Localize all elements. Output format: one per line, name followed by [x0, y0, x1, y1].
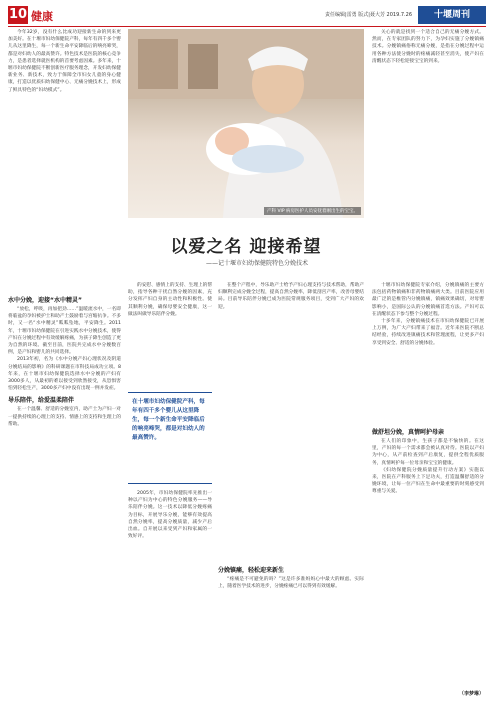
- col3-paragraph-2: 十堰市妇幼保健院专家介绍，分娩镇痛的主要方法包括药物镇痛和非药物镇痛两大类。目前医院应用最广泛的是椎管内分娩镇痛，镇痛效果确切，对母婴影响小，是国际公认的分娩镇痛首选方法。产妇可以在清醒状态下参与整个分娩过程。: [372, 283, 484, 317]
- article-photo: [128, 29, 364, 218]
- col3-paragraph-1: 关心的就是找到一个适合自己的无痛分娩方式。然而，在专家团队的努力下，为孕妇实施了分娩镇痛技术。分娩镇痛俗称无痛分娩，是指在分娩过程中运用各种方法使分娩时的疼痛减轻甚至消失，使产妇在清醒状态下轻松迎接宝宝的到来。: [372, 30, 484, 64]
- doula-paragraph-1: 在一个温馨、舒适的分娩室内，助产士为产妇一对一提供持续的心理上的支持、情感上的支持和生理上的帮助。: [8, 407, 121, 427]
- column-3-top: [218, 282, 364, 562]
- intro-paragraph: 今年32岁，没有什么比成功迎接新生命的到来更加美好。在十堰市妇幼保健院产科，每年有四千多个婴儿从这里降生，每一个新生命平安降临后的响亮啼哭，都是对妇幼人的最高赞许。特色技术是医院的核心竞争力，是患者选择就医机构的首要考虑因素。多年来，十堰市妇幼保健院不断创新医疗服务理念，开发妇幼保健新业务、新技术，致力于保障全市妇女儿童的身心健康，打造以优质妇幼保健中心、无痛分娩技术上，形成了鲜具特色的“妇幼模式”。: [8, 30, 121, 93]
- section-title: 健康: [31, 10, 53, 23]
- water-birth-paragraph-2: 2013年初，名为《水中分娩产妇心理状况及阴道分娩结局的影响》的科研课题在市科技局成功立项。8年来，在十堰市妇幼保健院选择水中分娩的产妇有3000多人，从最初的难以接受到欣然接受，从恐惧害怕到轻松生产，3000多产妇中没有出现一例并发症。: [8, 357, 121, 392]
- nurse-baby-photo-icon: [128, 29, 364, 218]
- column-2-top: [128, 282, 212, 388]
- comfort-paragraph-1: 在人们的印象中，生孩子都是不愉快的。在这里，产妇的每一个需求都会被认真对待。医院以产妇为中心，从产前检查到产后康复，提供全程优质服务，真情呵护每一位母亲和宝宝的健康。: [372, 439, 484, 466]
- photo-caption: 产科 VIP 病房医护人员安抚着刚出生的宝宝。: [264, 207, 361, 215]
- column-4-top: [372, 29, 484, 279]
- epidural-paragraph-1: “疼痛是不可避免的吗？”这是许多准妈妈心中最大的顾虑。实际上，随着医学技术的进步，分娩疼痛已可以得到有效缓解。: [218, 577, 364, 590]
- column-4-middle: [372, 282, 484, 422]
- column-1-top: [8, 29, 121, 289]
- header-rule: [8, 26, 486, 27]
- doula-paragraph-3: 2005年，市妇幼保健院率先推出一种以产妇为中心的特色分娩服务——导乐陪伴分娩。这一技术以降低分娩疼痛为目标，开展导乐分娩，能够有效提高自然分娩率，提高分娩质量，减少产后出血。自开展以来受到产妇和家属的一致好评。: [128, 491, 212, 540]
- doula-paragraph-2: 的安慰、感情上的支持、生理上的帮助，指导各种干扰自然分娩的因素，充分发挥产妇自身的主动性和积极性。使其顺利分娩，确保母婴安全健康，这一做法叫做导乐陪伴分娩。: [128, 283, 212, 317]
- article-author: （李梦琳）: [458, 691, 484, 697]
- column-3-lower: [218, 562, 364, 697]
- pull-quote-text: 在十堰市妇幼保健院产科，每年有四千多个婴儿从这里降生，每一个新生命平安降临后的响亮啼哭，都是对妇幼人的最高赞许。: [132, 399, 205, 441]
- col3-paragraph-3: 十多年来，分娩镇痛技术在市妇幼保健院已开展上万例，为广大产妇带来了福音。近年来医院不断总结经验，持续改进镇痛技术和管理流程，让更多产妇享受到安全、舒适的分娩体验。: [372, 319, 484, 346]
- subhead-water-birth: 水中分娩，迎接“水中精灵”: [8, 297, 82, 304]
- comfort-paragraph-2: 《妇幼保健院分娩质量提升行动方案》实施以来，医院在产科服务上下足功夫，打造温馨舒适的分娩环境，让每一位产妇在生命中最重要的时刻感受到尊重与关爱。: [372, 467, 484, 495]
- doula-paragraph-4: 在整个产程中，导乐助产士给予产妇心理支持与技术帮助，帮助产妇顺利完成分娩全过程，提高自然分娩率，降低剖宫产率，改善母婴结局。目前导乐陪伴分娩已成为医院常规服务项目，受到广大产妇的欢迎。: [218, 283, 364, 310]
- column-2-lower: [128, 490, 212, 697]
- article-headline: 以爱之名 迎接希望: [170, 237, 322, 257]
- article-subhead: ——记十堰市妇幼保健院特色分娩技术: [205, 260, 308, 267]
- page-header: [8, 6, 486, 26]
- pull-quote: [128, 392, 212, 484]
- column-4-lower: [372, 424, 484, 688]
- water-birth-paragraph-1: “放松，呼吸，再加把劲……”温暖流水中，一名即将临盆的孕妇被护士和助产士鼓励着与宫缩抗争。不多时，又一名“水中精灵”呱呱坠地，平安降生。2011年，十堰市妇幼保健院在引进实践水中分娩技术，使得产妇在分娩过程中有效缓解疼痛，为孩子降生创造了更为自然的环境。截至目前，医院共完成水中分娩数百例，是产妇和婴儿的共同选择。: [8, 307, 121, 356]
- subhead-epidural: 分娩镇痛，轻松迎来新生: [218, 567, 285, 574]
- subhead-comfort-birth: 做舒坦分娩，真情呵护母亲: [372, 429, 445, 436]
- editor-meta: 责任编辑|雷勇 版式|聂大芳 2019.7.26: [325, 12, 412, 18]
- column-1-lower: [8, 292, 121, 697]
- newspaper-logo: 十堰周刊: [418, 6, 486, 24]
- page-number: 10: [8, 7, 28, 22]
- subhead-doula: 导乐陪伴，给爱温柔陪伴: [8, 397, 75, 405]
